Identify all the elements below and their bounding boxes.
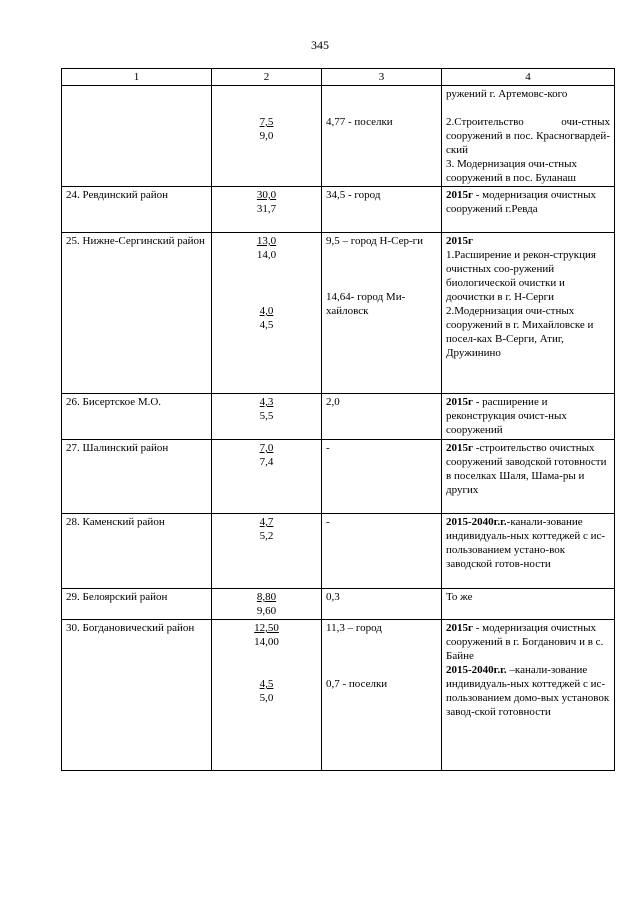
table-row [62, 233, 615, 394]
district-cell [62, 86, 212, 187]
value-numerator: 4,0 [259, 305, 274, 317]
capacity-cell [322, 440, 442, 514]
capacity-text: - [326, 442, 330, 454]
capacity-text: 0,3 [326, 591, 340, 603]
document-table [61, 68, 615, 771]
value-denominator: 9,0 [259, 130, 274, 142]
measures-text: -канали-зование индивидуаль-ных коттеджей с ис-пользованием устано-вок заводской готов-ности [446, 516, 606, 570]
table-row [62, 440, 615, 514]
district-cell: 25. Нижне-Сергинский район [62, 233, 212, 394]
value-numerator: 7,5 [259, 116, 274, 128]
capacity-text: 0,7 - поселки [326, 678, 388, 690]
page-number: 345 [311, 38, 329, 52]
value-denominator: 7,4 [259, 456, 274, 468]
header-cell-3: 3 [322, 69, 442, 86]
capacity-cell [322, 233, 442, 394]
value-numerator: 12,50 [254, 622, 279, 634]
measures-text: –канали-зование индивидуаль-ных коттеджей с ис-пользованием домо-вых установок завод-ской готовности [446, 664, 610, 718]
measures-year: 2015г [446, 235, 473, 247]
district-cell: 27. Шалинский район [62, 440, 212, 514]
value-cell [212, 394, 322, 440]
measures-text: То же [446, 591, 473, 603]
district-cell: 28. Каменский район [62, 514, 212, 589]
capacity-text: 4,77 - поселки [326, 116, 393, 128]
value-denominator: 14,00 [254, 636, 279, 648]
value-cell [212, 233, 322, 394]
capacity-text: 34,5 - город [326, 189, 381, 201]
capacity-text: 2,0 [326, 396, 340, 408]
value-cell [212, 187, 322, 233]
value-numerator: 30,0 [256, 189, 277, 201]
value-cell [212, 620, 322, 771]
measures-cell [442, 187, 615, 233]
measures-text: 2.Строительство очи-стных сооружений в пос. Красногвардей-ский [446, 116, 610, 156]
capacity-cell [322, 394, 442, 440]
measures-cell [442, 514, 615, 589]
header-cell-1: 1 [62, 69, 212, 86]
measures-year: 2015г [446, 396, 473, 408]
measures-text: -строительство очистных сооружений заводской готовности в поселках Шаля, Шама-ры и других [446, 442, 607, 496]
measures-year: 2015г [446, 622, 473, 634]
measures-text: 3. Модернизация очи-стных сооружений в пос. Буланаш [446, 158, 578, 184]
value-denominator: 5,0 [259, 692, 274, 704]
value-numerator: 13,0 [256, 235, 277, 247]
capacity-cell [322, 589, 442, 620]
capacity-text: 11,3 – город [326, 622, 382, 634]
measures-year: 2015г [446, 189, 473, 201]
value-cell [212, 589, 322, 620]
value-numerator: 4,7 [259, 516, 274, 528]
value-numerator: 4,5 [259, 678, 274, 690]
district-cell: 30. Богдановический район [62, 620, 212, 771]
table-row [62, 589, 615, 620]
measures-text: - модернизация очистных сооружений г.Ревда [446, 189, 596, 215]
capacity-cell [322, 187, 442, 233]
measures-cell [442, 233, 615, 394]
measures-text: - модернизация очистных сооружений в г. Богданович и в с. Байне [446, 622, 604, 662]
measures-text: 2.Модернизация очи-стных сооружений в г. Михайловске и посел-ках В-Серги, Атиг, Дружинино [446, 305, 594, 359]
header-cell-4: 4 [442, 69, 615, 86]
measures-year: 2015г [446, 442, 473, 454]
value-denominator: 14,0 [256, 249, 277, 261]
value-denominator: 4,5 [259, 319, 274, 331]
measures-cell [442, 440, 615, 514]
value-denominator: 5,2 [259, 530, 274, 542]
table-row [62, 187, 615, 233]
measures-cell [442, 394, 615, 440]
value-numerator: 4,3 [259, 396, 274, 408]
value-numerator: 7,0 [259, 442, 274, 454]
table-header-row [62, 69, 615, 86]
measures-year: 2015-2040г.г. [446, 516, 507, 528]
value-denominator: 5,5 [259, 410, 274, 422]
value-cell [212, 514, 322, 589]
table-row [62, 86, 615, 187]
value-denominator: 9,60 [256, 605, 277, 617]
table-row [62, 620, 615, 771]
measures-cell [442, 86, 615, 187]
value-numerator: 8,80 [256, 591, 277, 603]
measures-year: 2015-2040г.г. [446, 664, 507, 676]
value-cell [212, 440, 322, 514]
capacity-text: - [326, 516, 330, 528]
capacity-cell [322, 620, 442, 771]
table-row [62, 394, 615, 440]
measures-text: ружений г. Артемовс-кого [446, 88, 568, 100]
header-cell-2: 2 [212, 69, 322, 86]
value-cell [212, 86, 322, 187]
capacity-text: 14,64- город Ми-хайловск [326, 291, 406, 317]
measures-text: 1.Расширение и рекон-струкция очистных соо-ружений биологической очистки и доочистки в г. Н-Серги [446, 249, 596, 303]
district-cell: 26. Бисертское М.О. [62, 394, 212, 440]
capacity-text: 9,5 – город Н-Сер-ги [326, 235, 424, 247]
measures-cell [442, 589, 615, 620]
capacity-cell [322, 86, 442, 187]
district-cell: 29. Белоярский район [62, 589, 212, 620]
district-cell: 24. Ревдинский район [62, 187, 212, 233]
capacity-cell [322, 514, 442, 589]
table-row [62, 514, 615, 589]
measures-text: - расширение и реконструкция очист-ных сооружений [446, 396, 567, 436]
measures-cell [442, 620, 615, 771]
value-denominator: 31,7 [256, 203, 277, 215]
